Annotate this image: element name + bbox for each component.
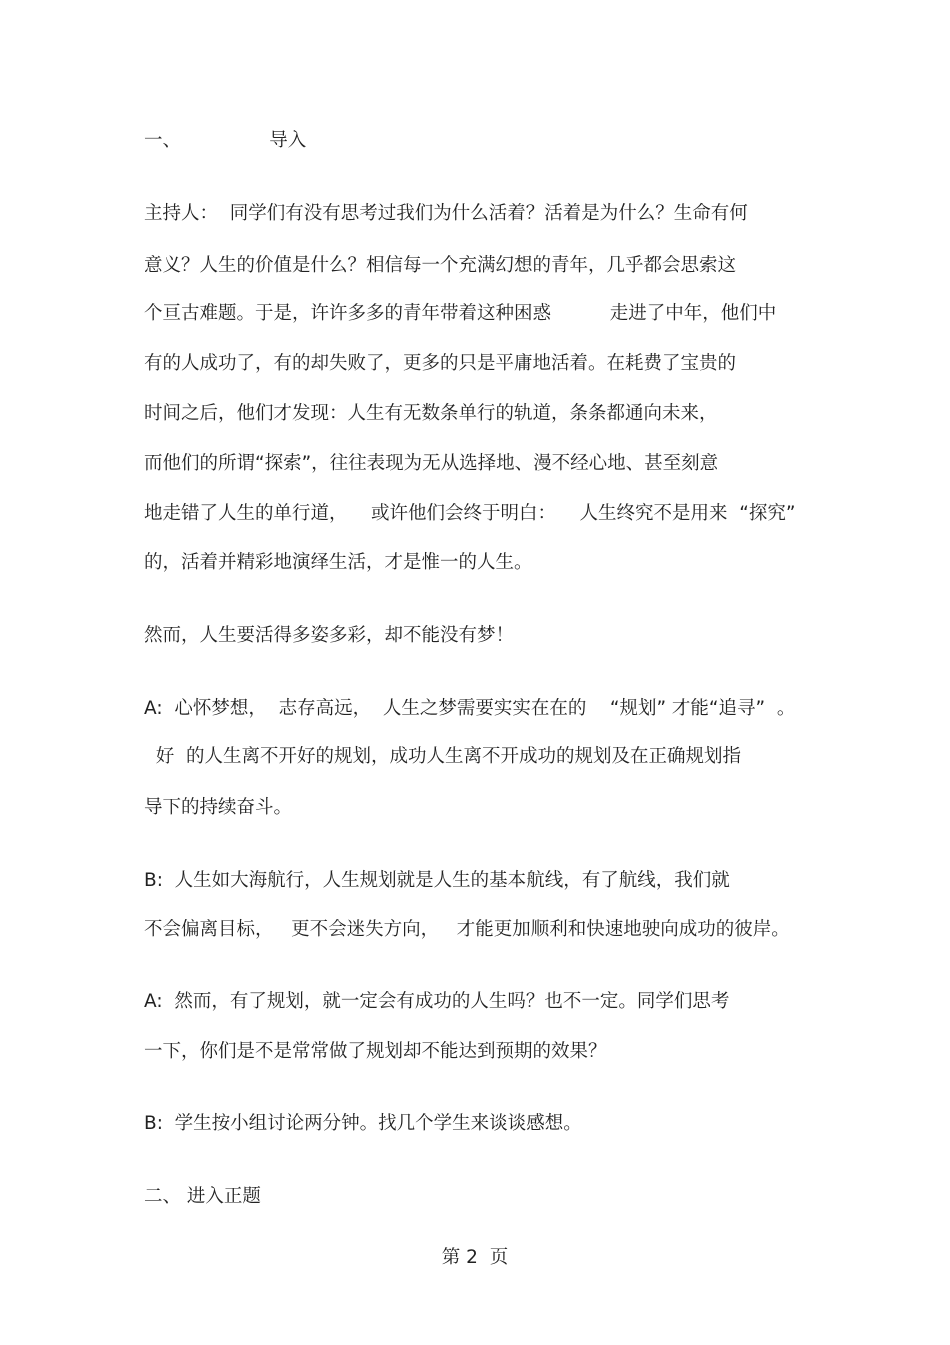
- discussion-instruction: B: 学生按小组讨论两分钟。找几个学生来谈谈感想。: [144, 1113, 582, 1134]
- speaker-a-paragraph-line: 导下的持续奋斗。: [144, 797, 293, 818]
- speaker-a-paragraph-line: 好 的人生离不开好的规划，成功人生离不开成功的规划及在正确规划指: [144, 746, 742, 767]
- section-heading-main: 二、 进入正题: [144, 1186, 261, 1207]
- section-heading-intro: 一、 导入: [144, 130, 307, 151]
- host-paragraph-line: 的，活着并精彩地演绎生活，才是惟一的人生。: [144, 552, 533, 573]
- host-paragraph-line: 个亘古难题。于是，许许多多的青年带着这种困惑 走进了中年，他们中: [144, 303, 777, 324]
- host-paragraph-line: 时间之后，他们才发现：人生有无数条单行的轨道，条条都通向未来，: [144, 403, 718, 424]
- speaker-a-paragraph-line: A: 心怀梦想， 志存高远， 人生之梦需要实实在在的 “规划” 才能“追寻” 。: [144, 698, 796, 719]
- dream-paragraph: 然而，人生要活得多姿多彩，却不能没有梦！: [144, 625, 515, 646]
- host-paragraph-line: 地走错了人生的单行道， 或许他们会终于明白： 人生终究不是用来 “探究”: [144, 503, 796, 524]
- host-paragraph-line: 意义？人生的价值是什么？相信每一个充满幻想的青年，几乎都会思索这: [144, 255, 737, 276]
- speaker-b-paragraph-line: B: 人生如大海航行，人生规划就是人生的基本航线，有了航线，我们就: [144, 870, 730, 891]
- speaker-a-question-line: A: 然而，有了规划，就一定会有成功的人生吗？也不一定。同学们思考: [144, 991, 730, 1012]
- speaker-b-paragraph-line: 不会偏离目标， 更不会迷失方向， 才能更加顺利和快速地驶向成功的彼岸。: [144, 919, 790, 940]
- speaker-a-question-line: 一下，你们是不是常常做了规划却不能达到预期的效果？: [144, 1041, 607, 1062]
- host-paragraph-line: 主持人： 同学们有没有思考过我们为什么活着？活着是为什么？生命有何: [144, 203, 748, 224]
- page-number: 第 2 页: [441, 1247, 509, 1268]
- host-paragraph-line: 有的人成功了，有的却失败了，更多的只是平庸地活着。在耗费了宝贵的: [144, 353, 737, 374]
- host-paragraph-line: 而他们的所谓“探索”，往往表现为无从选择地、漫不经心地、甚至刻意: [144, 453, 719, 474]
